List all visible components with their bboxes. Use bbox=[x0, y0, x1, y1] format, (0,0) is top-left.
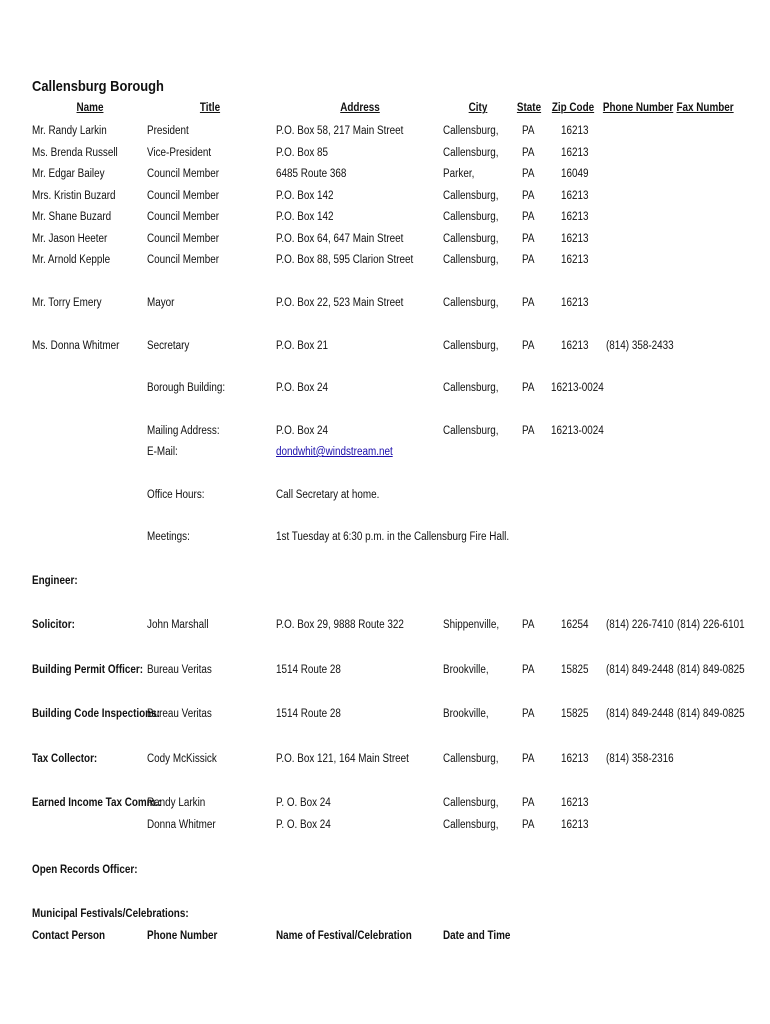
member-city: Callensburg, bbox=[443, 211, 499, 223]
member-zip: 16213 bbox=[561, 147, 589, 159]
mayor-address: P.O. Box 22, 523 Main Street bbox=[276, 297, 404, 309]
building-code-fax: (814) 849-0825 bbox=[677, 708, 745, 720]
building-permit-fax: (814) 849-0825 bbox=[677, 664, 745, 676]
tax-collector-address: P.O. Box 121, 164 Main Street bbox=[276, 753, 409, 765]
member-zip: 16213 bbox=[561, 190, 589, 202]
eit-name: Randy Larkin bbox=[147, 797, 206, 809]
member-name: Mr. Edgar Bailey bbox=[32, 168, 105, 180]
building-code-name: Bureau Veritas bbox=[147, 708, 212, 720]
member-state: PA bbox=[522, 190, 535, 202]
member-state: PA bbox=[522, 147, 535, 159]
mayor-city: Callensburg, bbox=[443, 297, 499, 309]
member-name: Ms. Brenda Russell bbox=[32, 147, 118, 159]
member-state: PA bbox=[522, 168, 535, 180]
member-city: Parker, bbox=[443, 168, 475, 180]
member-state: PA bbox=[522, 211, 535, 223]
building-code-city: Brookville, bbox=[443, 708, 489, 720]
open-records-label: Open Records Officer: bbox=[32, 864, 138, 876]
meetings-value: 1st Tuesday at 6:30 p.m. in the Callensburg Fire Hall. bbox=[276, 531, 510, 543]
festivals-label: Municipal Festivals/Celebrations: bbox=[32, 908, 189, 920]
eit-city: Callensburg, bbox=[443, 797, 499, 809]
solicitor-state: PA bbox=[522, 619, 535, 631]
building-permit-name: Bureau Veritas bbox=[147, 664, 212, 676]
festivals-header-phone: Phone Number bbox=[147, 930, 218, 942]
solicitor-zip: 16254 bbox=[561, 619, 589, 631]
eit-state: PA bbox=[522, 819, 535, 831]
header-address: Address bbox=[340, 102, 380, 114]
solicitor-fax: (814) 226-6101 bbox=[677, 619, 745, 631]
header-state: State bbox=[516, 102, 542, 114]
building-permit-address: 1514 Route 28 bbox=[276, 664, 341, 676]
building-code-phone: (814) 849-2448 bbox=[606, 708, 674, 720]
mailing-zip: 16213-0024 bbox=[551, 425, 604, 437]
member-zip: 16213 bbox=[561, 254, 589, 266]
header-phone: Phone Number bbox=[602, 102, 674, 114]
eit-state: PA bbox=[522, 797, 535, 809]
mailing-city: Callensburg, bbox=[443, 425, 499, 437]
member-address: P.O. Box 142 bbox=[276, 190, 334, 202]
tax-collector-state: PA bbox=[522, 753, 535, 765]
member-zip: 16213 bbox=[561, 125, 589, 137]
member-city: Callensburg, bbox=[443, 190, 499, 202]
member-state: PA bbox=[522, 233, 535, 245]
member-state: PA bbox=[522, 254, 535, 266]
office-hours-value: Call Secretary at home. bbox=[276, 489, 380, 501]
mayor-title: Mayor bbox=[147, 297, 175, 309]
mailing-state: PA bbox=[522, 425, 535, 437]
building-permit-city: Brookville, bbox=[443, 664, 489, 676]
building-code-zip: 15825 bbox=[561, 708, 589, 720]
tax-collector-name: Cody McKissick bbox=[147, 753, 217, 765]
eit-zip: 16213 bbox=[561, 819, 589, 831]
member-zip: 16049 bbox=[561, 168, 589, 180]
member-city: Callensburg, bbox=[443, 233, 499, 245]
member-name: Mrs. Kristin Buzard bbox=[32, 190, 116, 202]
header-fax: Fax Number bbox=[676, 102, 734, 114]
member-city: Callensburg, bbox=[443, 125, 499, 137]
member-zip: 16213 bbox=[561, 211, 589, 223]
tax-collector-label: Tax Collector: bbox=[32, 753, 98, 765]
eit-address: P. O. Box 24 bbox=[276, 819, 331, 831]
member-name: Mr. Arnold Kepple bbox=[32, 254, 111, 266]
email-link[interactable]: dondwhit@windstream.net bbox=[276, 446, 393, 458]
secretary-phone: (814) 358-2433 bbox=[606, 340, 674, 352]
member-address: P.O. Box 64, 647 Main Street bbox=[276, 233, 404, 245]
header-city: City bbox=[468, 102, 488, 114]
borough-building-label: Borough Building: bbox=[147, 382, 226, 394]
building-code-state: PA bbox=[522, 708, 535, 720]
member-city: Callensburg, bbox=[443, 147, 499, 159]
secretary-state: PA bbox=[522, 340, 535, 352]
header-name: Name bbox=[76, 102, 104, 114]
borough-building-zip: 16213-0024 bbox=[551, 382, 604, 394]
tax-collector-phone: (814) 358-2316 bbox=[606, 753, 674, 765]
member-address: P.O. Box 88, 595 Clarion Street bbox=[276, 254, 414, 266]
member-address: P.O. Box 85 bbox=[276, 147, 329, 159]
member-address: P.O. Box 142 bbox=[276, 211, 334, 223]
secretary-address: P.O. Box 21 bbox=[276, 340, 329, 352]
secretary-zip: 16213 bbox=[561, 340, 589, 352]
mayor-name: Mr. Torry Emery bbox=[32, 297, 102, 309]
borough-building-address: P.O. Box 24 bbox=[276, 382, 329, 394]
page-title: Callensburg Borough bbox=[32, 78, 164, 95]
header-title: Title bbox=[199, 102, 221, 114]
member-title: President bbox=[147, 125, 189, 137]
meetings-label: Meetings: bbox=[147, 531, 190, 543]
eit-name: Donna Whitmer bbox=[147, 819, 216, 831]
member-name: Mr. Randy Larkin bbox=[32, 125, 107, 137]
secretary-city: Callensburg, bbox=[443, 340, 499, 352]
member-title: Vice-President bbox=[147, 147, 212, 159]
building-code-address: 1514 Route 28 bbox=[276, 708, 341, 720]
secretary-name: Ms. Donna Whitmer bbox=[32, 340, 120, 352]
solicitor-city: Shippenville, bbox=[443, 619, 500, 631]
member-title: Council Member bbox=[147, 233, 220, 245]
email-label: E-Mail: bbox=[147, 446, 178, 458]
solicitor-address: P.O. Box 29, 9888 Route 322 bbox=[276, 619, 404, 631]
eit-zip: 16213 bbox=[561, 797, 589, 809]
tax-collector-zip: 16213 bbox=[561, 753, 589, 765]
member-address: 6485 Route 368 bbox=[276, 168, 347, 180]
office-hours-label: Office Hours: bbox=[147, 489, 205, 501]
member-title: Council Member bbox=[147, 211, 220, 223]
borough-building-city: Callensburg, bbox=[443, 382, 499, 394]
building-permit-phone: (814) 849-2448 bbox=[606, 664, 674, 676]
member-title: Council Member bbox=[147, 168, 220, 180]
member-state: PA bbox=[522, 125, 535, 137]
mayor-zip: 16213 bbox=[561, 297, 589, 309]
member-city: Callensburg, bbox=[443, 254, 499, 266]
eit-city: Callensburg, bbox=[443, 819, 499, 831]
solicitor-phone: (814) 226-7410 bbox=[606, 619, 674, 631]
member-title: Council Member bbox=[147, 190, 220, 202]
building-permit-zip: 15825 bbox=[561, 664, 589, 676]
building-permit-state: PA bbox=[522, 664, 535, 676]
mailing-address: P.O. Box 24 bbox=[276, 425, 329, 437]
mayor-state: PA bbox=[522, 297, 535, 309]
member-zip: 16213 bbox=[561, 233, 589, 245]
festivals-header-contact: Contact Person bbox=[32, 930, 106, 942]
solicitor-name: John Marshall bbox=[147, 619, 209, 631]
engineer-label: Engineer: bbox=[32, 575, 78, 587]
secretary-title: Secretary bbox=[147, 340, 190, 352]
member-name: Mr. Shane Buzard bbox=[32, 211, 112, 223]
borough-building-state: PA bbox=[522, 382, 535, 394]
member-name: Mr. Jason Heeter bbox=[32, 233, 108, 245]
building-code-label: Building Code Inspections: bbox=[32, 708, 161, 720]
member-title: Council Member bbox=[147, 254, 220, 266]
mailing-label: Mailing Address: bbox=[147, 425, 220, 437]
member-address: P.O. Box 58, 217 Main Street bbox=[276, 125, 404, 137]
eit-label: Earned Income Tax Comm.: bbox=[32, 797, 162, 809]
header-zip: Zip Code bbox=[551, 102, 595, 114]
eit-address: P. O. Box 24 bbox=[276, 797, 331, 809]
solicitor-label: Solicitor: bbox=[32, 619, 75, 631]
festivals-header-date: Date and Time bbox=[443, 930, 511, 942]
tax-collector-city: Callensburg, bbox=[443, 753, 499, 765]
building-permit-label: Building Permit Officer: bbox=[32, 664, 144, 676]
festivals-header-name: Name of Festival/Celebration bbox=[276, 930, 412, 942]
